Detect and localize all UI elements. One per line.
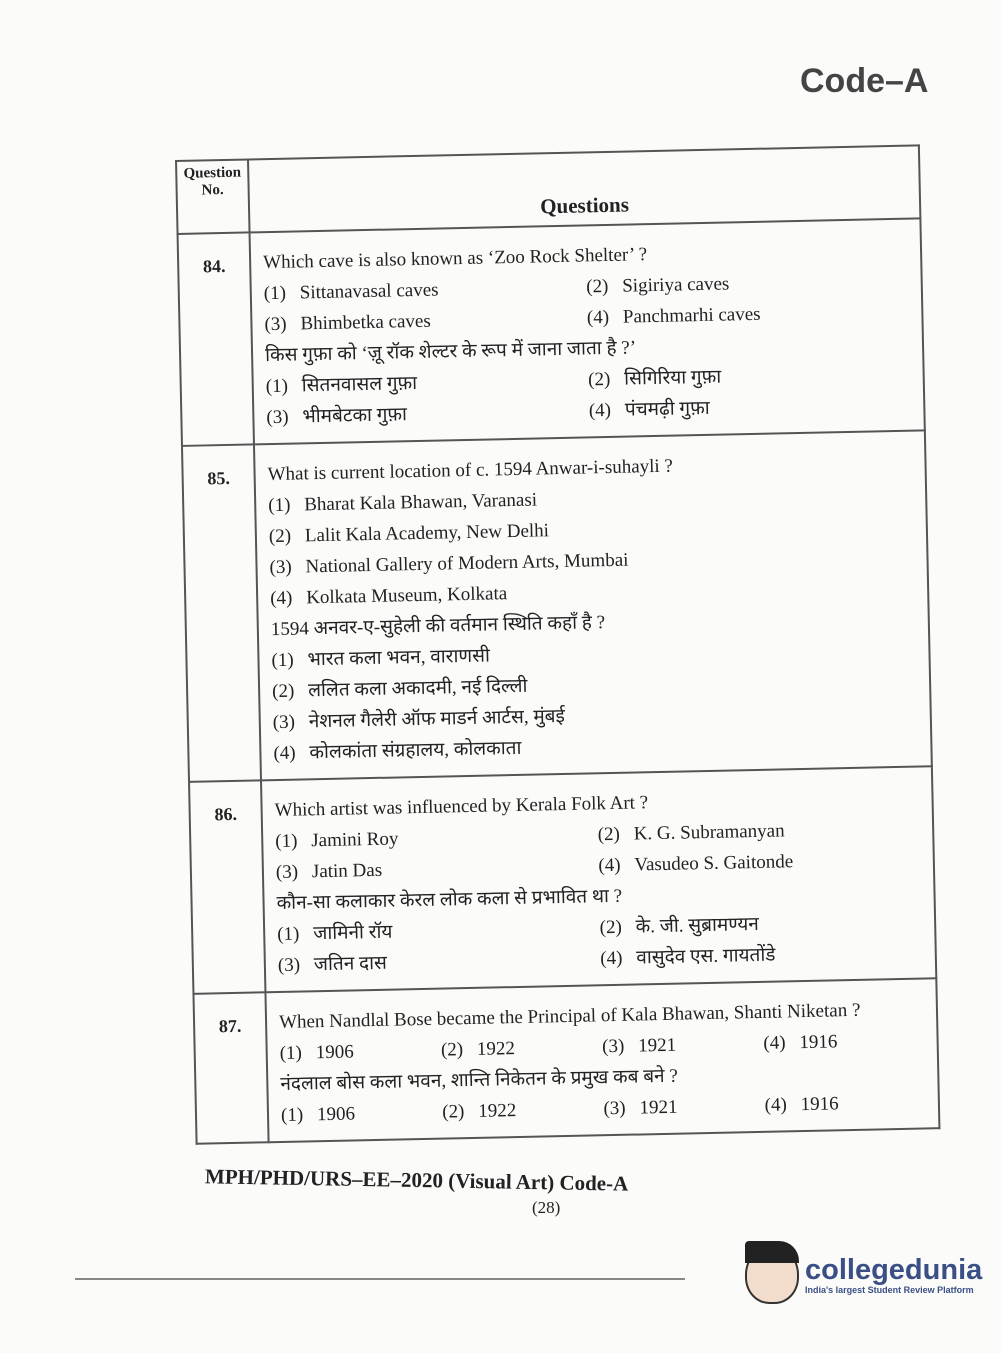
question-row [193, 978, 939, 1144]
logo-brand: collegedunia [805, 1253, 983, 1286]
divider [75, 1278, 685, 1280]
option: (1) 1906 [280, 1103, 356, 1126]
option: (4) वासुदेव एस. गायतोंडे [600, 944, 776, 970]
question-text-hi: किस गुफ़ा को ‘ज़ू रॉक शेल्टर के रूप में जाना जाता है ?’ [264, 337, 637, 367]
question-table [175, 144, 940, 1144]
option: (3) 1921 [603, 1096, 678, 1120]
collegedunia-logo [745, 1245, 982, 1304]
option: (4) कोलकांता संग्रहालय, कोलकाता [273, 737, 522, 765]
paper-code-footer: MPH/PHD/URS–EE–2020 (Visual Art) Code-A [204, 1164, 629, 1196]
question-number: 87. [193, 992, 268, 1143]
option: (2) 1922 [440, 1038, 516, 1061]
option: (3) भीमबेटका गुफ़ा [266, 404, 408, 429]
question-table-wrapper [175, 144, 940, 1144]
option: (2) Sigiriya caves [586, 273, 730, 298]
question-number: 84. [178, 232, 254, 445]
option: (4) पंचमढ़ी गुफ़ा [588, 397, 710, 422]
question-text-en: Which artist was influenced by Kerala Folk Art ? [274, 792, 649, 822]
mascot-icon [745, 1245, 799, 1304]
options-hi [265, 358, 911, 433]
option: (1) Bharat Kala Bhawan, Varanasi [268, 489, 538, 517]
question-row [189, 766, 936, 994]
question-content [261, 766, 936, 992]
question-number: 86. [189, 780, 265, 993]
option: (2) के. जी. सुब्रामण्यन [599, 913, 760, 939]
option: (2) ललित कला अकादमी, नई दिल्ली [271, 675, 528, 703]
option: (3) 1921 [601, 1034, 677, 1058]
option: (4) 1916 [764, 1093, 839, 1116]
question-content [254, 430, 932, 780]
option: (2) Lalit Kala Academy, New Delhi [268, 520, 550, 548]
question-text-hi: नंदलाल बोस कला भवन, शान्ति निकेतन के प्रमुख कब बने ? [280, 1065, 679, 1095]
question-text-hi: 1594 अनवर-ए-सुहेली की वर्तमान स्थिति कहाँ है ? [270, 612, 606, 641]
option: (4) Vasudeo S. Gaitonde [598, 851, 794, 877]
option: (4) Panchmarhi caves [586, 303, 761, 329]
option: (4) Kolkata Museum, Kolkata [269, 583, 508, 610]
option: (1) सितनवासल गुफ़ा [265, 372, 418, 398]
code-label: Code–A [800, 62, 929, 100]
option: (3) National Gallery of Modern Arts, Mumbai [269, 549, 629, 579]
question-number: 85. [182, 444, 261, 781]
question-row [178, 218, 925, 446]
option: (1) 1906 [279, 1041, 354, 1065]
question-content [250, 218, 925, 444]
qno-header: Question No. [176, 159, 250, 233]
option: (2) 1922 [442, 1100, 517, 1123]
option: (1) Sittanavasal caves [263, 279, 439, 305]
question-text-en: What is current location of c. 1594 Anwar-i-suhayli ? [267, 455, 674, 486]
question-content [265, 978, 939, 1142]
option: (2) सिगिरिया गुफ़ा [587, 366, 722, 391]
page-number: (28) [532, 1198, 561, 1217]
logo-tagline: India's largest Student Review Platform [805, 1284, 974, 1295]
questions-header: Questions [248, 145, 920, 232]
question-row [182, 430, 932, 781]
option: (1) जामिनी रॉय [277, 921, 393, 946]
option: (1) भारत कला भवन, वाराणसी [271, 645, 491, 672]
option: (3) नेशनल गैलेरी ऑफ माडर्न आर्टस, मुंबई [272, 705, 566, 734]
question-text-hi: कौन-सा कलाकार केरल लोक कला से प्रभावित था ? [276, 885, 623, 915]
option: (1) Jamini Roy [275, 828, 399, 853]
option: (3) Bhimbetka caves [264, 310, 431, 336]
options-hi [277, 906, 923, 981]
options-en [268, 477, 915, 614]
option: (2) K. G. Subramanyan [597, 820, 785, 846]
question-text-en: When Nandlal Bose became the Principal of Kala Bhawan, Shanti Niketan ? [278, 999, 861, 1034]
option: (3) Jatin Das [275, 859, 383, 884]
options-hi [271, 632, 918, 769]
option: (4) 1916 [763, 1031, 838, 1054]
question-text-en: Which cave is also known as ‘Zoo Rock Shelter’ ? [262, 244, 648, 274]
option: (3) जतिन दास [277, 952, 388, 977]
